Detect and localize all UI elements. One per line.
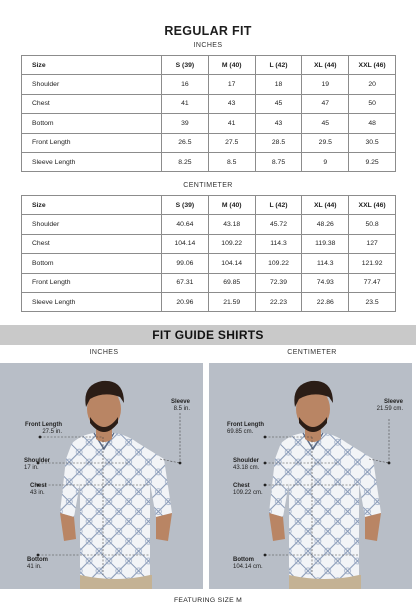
shoulder-value: 17 in. bbox=[24, 464, 39, 471]
table-row bbox=[22, 94, 396, 113]
table-header-row bbox=[22, 196, 396, 215]
model-photo-icon bbox=[209, 363, 412, 589]
table-cell: 121.92 bbox=[349, 254, 396, 273]
row-label: Bottom bbox=[22, 114, 162, 133]
table-cell: 104.14 bbox=[162, 234, 209, 253]
shoulder-name: Shoulder bbox=[233, 458, 260, 464]
table-cell: 67.31 bbox=[162, 273, 209, 292]
chest-value: 43 in. bbox=[30, 489, 45, 496]
row-label: Chest bbox=[22, 234, 162, 253]
row-label: Chest bbox=[22, 94, 162, 113]
header-cell: L (42) bbox=[255, 196, 302, 215]
centimeter-subheading: CENTIMETER bbox=[183, 182, 233, 189]
table-cell: 48 bbox=[349, 114, 396, 133]
table-cell: 109.22 bbox=[255, 254, 302, 273]
sleeve-value: 8.5 in. bbox=[173, 405, 190, 412]
table-cell: 114.3 bbox=[302, 254, 349, 273]
table-row bbox=[22, 292, 396, 311]
header-cell: S (39) bbox=[162, 56, 209, 75]
front-length-value: 27.5 in. bbox=[42, 428, 62, 435]
regular-fit-title: REGULAR FIT bbox=[164, 24, 252, 38]
table-cell: 16 bbox=[162, 75, 209, 94]
table-cell: 9 bbox=[302, 152, 349, 171]
table-row bbox=[22, 152, 396, 171]
featuring-size-caption: FEATURING SIZE M bbox=[173, 597, 243, 604]
table-row bbox=[22, 75, 396, 94]
table-cell: 22.23 bbox=[255, 292, 302, 311]
fit-guide-band bbox=[0, 325, 416, 345]
table-cell: 74.93 bbox=[302, 273, 349, 292]
header-cell: Size bbox=[22, 56, 162, 75]
table-cell: 8.25 bbox=[162, 152, 209, 171]
front-length-marker bbox=[227, 422, 264, 436]
inches-size-table bbox=[21, 55, 396, 172]
table-cell: 43 bbox=[208, 94, 255, 113]
chest-name: Chest bbox=[233, 483, 250, 489]
row-label: Front Length bbox=[22, 133, 162, 152]
row-label: Shoulder bbox=[22, 75, 162, 94]
chest-name: Chest bbox=[30, 483, 47, 489]
table-cell: 18 bbox=[255, 75, 302, 94]
row-label: Front Length bbox=[22, 273, 162, 292]
table-cell: 43.18 bbox=[208, 215, 255, 234]
table-cell: 43 bbox=[255, 114, 302, 133]
table-cell: 50 bbox=[349, 94, 396, 113]
header-cell: XXL (46) bbox=[349, 56, 396, 75]
fit-guide-inches-panel bbox=[0, 363, 203, 589]
table-cell: 8.75 bbox=[255, 152, 302, 171]
row-label: Shoulder bbox=[22, 215, 162, 234]
table-cell: 28.5 bbox=[255, 133, 302, 152]
table-cell: 45 bbox=[302, 114, 349, 133]
table-cell: 23.5 bbox=[349, 292, 396, 311]
table-cell: 17 bbox=[208, 75, 255, 94]
table-cell: 30.5 bbox=[349, 133, 396, 152]
front-length-value: 69.85 cm. bbox=[227, 428, 254, 435]
bottom-name: Bottom bbox=[233, 557, 254, 563]
table-cell: 114.3 bbox=[255, 234, 302, 253]
table-cell: 119.38 bbox=[302, 234, 349, 253]
table-cell: 20 bbox=[349, 75, 396, 94]
header-cell: XXL (46) bbox=[349, 196, 396, 215]
table-cell: 26.5 bbox=[162, 133, 209, 152]
header-cell: XL (44) bbox=[302, 196, 349, 215]
table-cell: 127 bbox=[349, 234, 396, 253]
table-cell: 48.26 bbox=[302, 215, 349, 234]
front-length-name: Front Length bbox=[25, 422, 62, 428]
sleeve-marker bbox=[347, 399, 403, 413]
bottom-value: 41 in. bbox=[27, 563, 42, 570]
chest-marker bbox=[233, 483, 263, 497]
bottom-marker bbox=[27, 557, 48, 571]
chest-value: 109.22 cm. bbox=[233, 489, 263, 496]
sleeve-name: Sleeve bbox=[170, 399, 190, 405]
chest-marker bbox=[30, 483, 47, 497]
header-cell: Size bbox=[22, 196, 162, 215]
table-cell: 40.64 bbox=[162, 215, 209, 234]
fit-guide-inches-label: INCHES bbox=[89, 349, 119, 356]
sleeve-name: Sleeve bbox=[383, 399, 403, 405]
table-cell: 104.14 bbox=[208, 254, 255, 273]
fit-guide-centimeter-label: CENTIMETER bbox=[287, 349, 337, 356]
header-cell: XL (44) bbox=[302, 56, 349, 75]
table-cell: 50.8 bbox=[349, 215, 396, 234]
table-cell: 69.85 bbox=[208, 273, 255, 292]
table-cell: 19 bbox=[302, 75, 349, 94]
sleeve-value: 21.59 cm. bbox=[376, 405, 403, 412]
table-cell: 47 bbox=[302, 94, 349, 113]
header-cell: M (40) bbox=[208, 196, 255, 215]
table-cell: 109.22 bbox=[208, 234, 255, 253]
table-row bbox=[22, 215, 396, 234]
table-cell: 39 bbox=[162, 114, 209, 133]
table-row bbox=[22, 234, 396, 253]
table-row bbox=[22, 114, 396, 133]
fit-guide-title: FIT GUIDE SHIRTS bbox=[152, 328, 264, 342]
table-header-row bbox=[22, 56, 396, 75]
table-cell: 45 bbox=[255, 94, 302, 113]
shoulder-name: Shoulder bbox=[24, 458, 51, 464]
shoulder-marker bbox=[233, 458, 259, 472]
row-label: Bottom bbox=[22, 254, 162, 273]
table-cell: 8.5 bbox=[208, 152, 255, 171]
table-cell: 41 bbox=[208, 114, 255, 133]
row-label: Sleeve Length bbox=[22, 292, 162, 311]
table-cell: 99.06 bbox=[162, 254, 209, 273]
sleeve-marker bbox=[140, 399, 190, 413]
shoulder-value: 43.18 cm. bbox=[233, 464, 260, 471]
table-row bbox=[22, 254, 396, 273]
table-cell: 20.96 bbox=[162, 292, 209, 311]
table-cell: 29.5 bbox=[302, 133, 349, 152]
table-row bbox=[22, 273, 396, 292]
table-row bbox=[22, 133, 396, 152]
bottom-name: Bottom bbox=[27, 557, 48, 563]
model-photo-icon bbox=[0, 363, 203, 589]
table-cell: 77.47 bbox=[349, 273, 396, 292]
header-cell: M (40) bbox=[208, 56, 255, 75]
inches-subheading: INCHES bbox=[193, 42, 223, 49]
table-cell: 22.86 bbox=[302, 292, 349, 311]
fit-guide-centimeter-panel bbox=[209, 363, 412, 589]
header-cell: L (42) bbox=[255, 56, 302, 75]
centimeter-size-table bbox=[21, 195, 396, 312]
bottom-marker bbox=[233, 557, 263, 571]
front-length-marker bbox=[2, 422, 62, 436]
table-cell: 9.25 bbox=[349, 152, 396, 171]
bottom-value: 104.14 cm. bbox=[233, 563, 263, 570]
table-cell: 45.72 bbox=[255, 215, 302, 234]
row-label: Sleeve Length bbox=[22, 152, 162, 171]
table-cell: 21.59 bbox=[208, 292, 255, 311]
front-length-name: Front Length bbox=[227, 422, 264, 428]
table-cell: 27.5 bbox=[208, 133, 255, 152]
table-cell: 72.39 bbox=[255, 273, 302, 292]
table-cell: 41 bbox=[162, 94, 209, 113]
shoulder-marker bbox=[24, 458, 50, 472]
header-cell: S (39) bbox=[162, 196, 209, 215]
